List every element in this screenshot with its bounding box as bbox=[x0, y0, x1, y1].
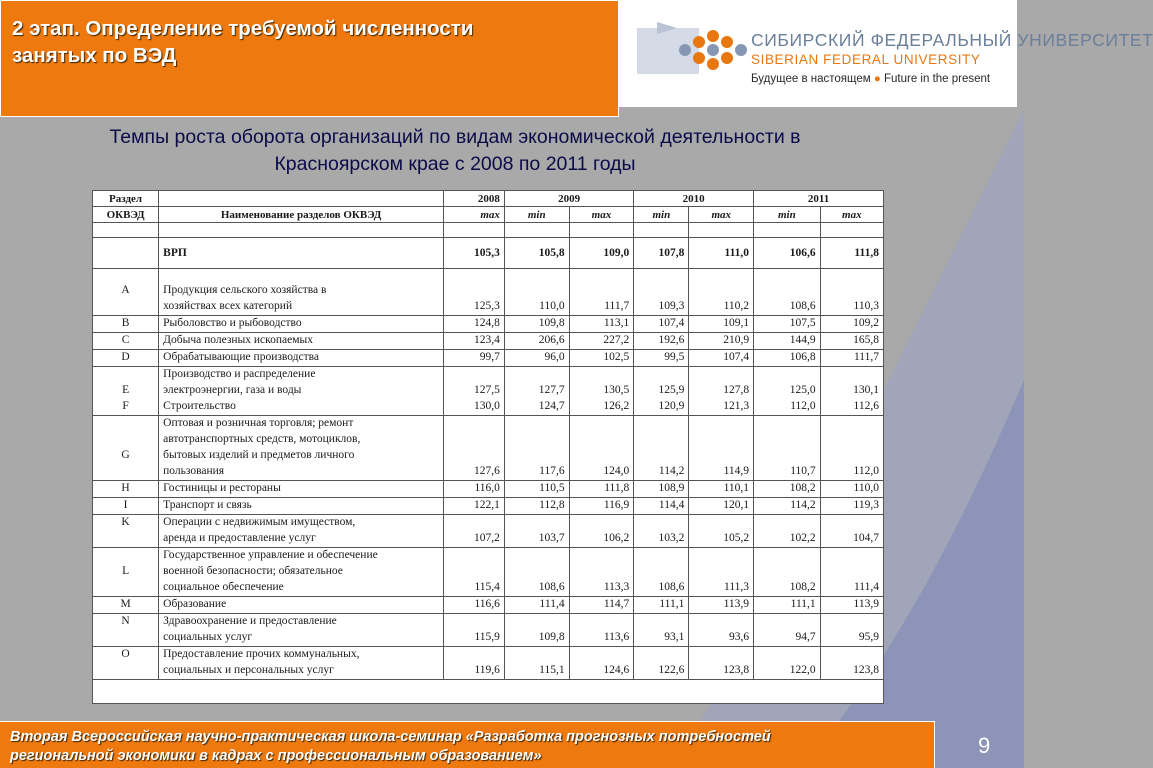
row-value: 125,9 bbox=[634, 383, 689, 399]
row-value: 127,6 bbox=[444, 464, 505, 481]
row-value: 124,6 bbox=[569, 663, 634, 680]
table-row bbox=[93, 630, 883, 647]
row-value bbox=[444, 548, 505, 565]
row-value: 112,6 bbox=[820, 399, 883, 416]
row-value: 111,4 bbox=[820, 580, 883, 597]
header-sub-max-2008: max bbox=[444, 207, 505, 223]
row-value bbox=[444, 564, 505, 580]
row-value bbox=[754, 367, 821, 384]
row-code bbox=[93, 367, 159, 384]
row-value bbox=[634, 367, 689, 384]
row-value bbox=[569, 416, 634, 433]
table-row bbox=[93, 548, 883, 565]
row-value bbox=[754, 448, 821, 464]
row-value: 112,8 bbox=[504, 498, 569, 515]
row-value bbox=[444, 416, 505, 433]
table-row bbox=[93, 515, 883, 532]
row-value: 126,2 bbox=[569, 399, 634, 416]
row-value: 113,1 bbox=[569, 316, 634, 333]
row-name: пользования bbox=[159, 464, 444, 481]
university-emblem-icon bbox=[637, 20, 749, 82]
row-value: 95,9 bbox=[820, 630, 883, 647]
row-value: 109,8 bbox=[504, 316, 569, 333]
row-value bbox=[820, 647, 883, 664]
row-value bbox=[634, 448, 689, 464]
row-value: 127,7 bbox=[504, 383, 569, 399]
row-name: Государственное управление и обеспечение bbox=[159, 548, 444, 565]
header-okved: ОКВЭД bbox=[93, 207, 159, 223]
row-value: 111,7 bbox=[569, 299, 634, 316]
table-row bbox=[93, 283, 883, 299]
header-sub-max-2009: max bbox=[569, 207, 634, 223]
row-code: G bbox=[121, 449, 130, 461]
row-value: 114,9 bbox=[689, 464, 754, 481]
row-code: O bbox=[121, 648, 130, 660]
row-value bbox=[689, 283, 754, 299]
row-value bbox=[754, 548, 821, 565]
row-value bbox=[569, 367, 634, 384]
growth-rate-table bbox=[93, 191, 883, 680]
row-name: Добыча полезных ископаемых bbox=[159, 333, 444, 350]
row-value bbox=[820, 432, 883, 448]
row-value: 119,3 bbox=[820, 498, 883, 515]
row-value bbox=[504, 448, 569, 464]
row-value: 96,0 bbox=[504, 350, 569, 367]
row-value bbox=[689, 432, 754, 448]
row-value bbox=[634, 647, 689, 664]
row-name: хозяйствах всех категорий bbox=[159, 299, 444, 316]
row-code: K bbox=[121, 516, 130, 528]
row-value: 99,5 bbox=[634, 350, 689, 367]
row-code: F bbox=[93, 399, 159, 416]
row-code: E bbox=[122, 384, 130, 396]
row-value: 125,3 bbox=[444, 299, 505, 316]
row-value: 116,9 bbox=[569, 498, 634, 515]
row-value: 122,6 bbox=[634, 663, 689, 680]
row-value bbox=[504, 367, 569, 384]
row-value: 108,6 bbox=[754, 299, 821, 316]
row-value: 109,3 bbox=[634, 299, 689, 316]
row-code bbox=[93, 580, 159, 597]
row-value: 109,1 bbox=[689, 316, 754, 333]
row-value bbox=[504, 564, 569, 580]
table-caption bbox=[30, 124, 880, 178]
bullet-dot-icon: ● bbox=[873, 73, 881, 85]
row-value: 111,1 bbox=[754, 597, 821, 614]
vrp-value: 109,0 bbox=[569, 238, 634, 269]
row-value bbox=[634, 416, 689, 433]
row-value: 120,1 bbox=[689, 498, 754, 515]
row-value bbox=[754, 416, 821, 433]
row-value: 130,5 bbox=[569, 383, 634, 399]
row-name: социальное обеспечение bbox=[159, 580, 444, 597]
row-value: 115,9 bbox=[444, 630, 505, 647]
table-row bbox=[93, 333, 883, 350]
row-value: 110,0 bbox=[504, 299, 569, 316]
vrp-value: 106,6 bbox=[754, 238, 821, 269]
table-row bbox=[93, 580, 883, 597]
row-value bbox=[754, 614, 821, 631]
footer-line2: региональной экономики в кадрах с профессиональным образованием» bbox=[10, 748, 542, 764]
row-code bbox=[93, 548, 159, 565]
row-value bbox=[754, 432, 821, 448]
row-value bbox=[444, 614, 505, 631]
row-name: социальных услуг bbox=[159, 630, 444, 647]
header-year-2010: 2010 bbox=[634, 191, 754, 207]
row-value: 111,1 bbox=[634, 597, 689, 614]
footer-banner bbox=[0, 721, 935, 768]
row-value bbox=[634, 564, 689, 580]
row-value bbox=[634, 548, 689, 565]
table-row bbox=[93, 383, 883, 399]
row-value bbox=[569, 548, 634, 565]
row-value: 113,9 bbox=[820, 597, 883, 614]
row-value: 93,6 bbox=[689, 630, 754, 647]
header-banner bbox=[0, 0, 619, 117]
row-value: 116,6 bbox=[444, 597, 505, 614]
row-value bbox=[689, 614, 754, 631]
row-value: 165,8 bbox=[820, 333, 883, 350]
row-value bbox=[820, 283, 883, 299]
row-value: 103,2 bbox=[634, 531, 689, 548]
row-value bbox=[754, 564, 821, 580]
table-row bbox=[93, 432, 883, 448]
row-code: A bbox=[121, 284, 130, 296]
row-value: 107,5 bbox=[754, 316, 821, 333]
row-name: Здравоохранение и предоставление bbox=[159, 614, 444, 631]
row-value: 144,9 bbox=[754, 333, 821, 350]
logo-slogan-ru: Будущее в настоящем bbox=[751, 73, 871, 85]
table-row bbox=[93, 531, 883, 548]
row-code: I bbox=[93, 498, 159, 515]
row-name: Оптовая и розничная торговля; ремонт bbox=[159, 416, 444, 433]
header-year-2011: 2011 bbox=[754, 191, 883, 207]
row-value: 119,6 bbox=[444, 663, 505, 680]
row-value bbox=[504, 283, 569, 299]
row-value: 110,7 bbox=[754, 464, 821, 481]
row-value bbox=[754, 647, 821, 664]
row-value: 111,3 bbox=[689, 580, 754, 597]
header-code: Раздел bbox=[93, 191, 159, 207]
row-value: 115,1 bbox=[504, 663, 569, 680]
row-code: H bbox=[93, 481, 159, 498]
row-value: 112,0 bbox=[820, 464, 883, 481]
row-value bbox=[634, 283, 689, 299]
header-sub-min-2009: min bbox=[504, 207, 569, 223]
row-value: 112,0 bbox=[754, 399, 821, 416]
vrp-value: 105,3 bbox=[444, 238, 505, 269]
row-code: L bbox=[122, 565, 130, 577]
row-value bbox=[569, 564, 634, 580]
row-value bbox=[820, 515, 883, 532]
row-name: электроэнергии, газа и воды bbox=[159, 383, 444, 399]
table-row bbox=[93, 481, 883, 498]
row-code: N bbox=[121, 615, 130, 627]
row-value bbox=[444, 647, 505, 664]
row-value bbox=[444, 448, 505, 464]
logo-name-ru: СИБИРСКИЙ ФЕДЕРАЛЬНЫЙ УНИВЕРСИТЕТ bbox=[751, 30, 1153, 50]
row-value: 107,2 bbox=[444, 531, 505, 548]
row-value: 117,6 bbox=[504, 464, 569, 481]
row-value: 99,7 bbox=[444, 350, 505, 367]
row-value: 115,4 bbox=[444, 580, 505, 597]
table-row bbox=[93, 416, 883, 433]
table-row bbox=[93, 597, 883, 614]
table-row bbox=[93, 299, 883, 316]
vrp-value: 111,8 bbox=[820, 238, 883, 269]
row-value: 110,3 bbox=[820, 299, 883, 316]
header-year-2008: 2008 bbox=[444, 191, 505, 207]
row-name: социальных и персональных услуг bbox=[159, 663, 444, 680]
row-value: 116,0 bbox=[444, 481, 505, 498]
table-row bbox=[93, 647, 883, 664]
slide-title bbox=[12, 15, 612, 69]
row-value: 127,8 bbox=[689, 383, 754, 399]
table-row bbox=[93, 399, 883, 416]
row-name: Транспорт и связь bbox=[159, 498, 444, 515]
header-sub-max-2010: max bbox=[689, 207, 754, 223]
row-value: 104,7 bbox=[820, 531, 883, 548]
row-code bbox=[93, 299, 159, 316]
vrp-label: ВРП bbox=[159, 238, 444, 269]
table-row bbox=[93, 498, 883, 515]
row-code bbox=[93, 416, 159, 433]
row-value: 107,4 bbox=[634, 316, 689, 333]
row-value: 124,7 bbox=[504, 399, 569, 416]
table-row bbox=[93, 316, 883, 333]
row-value: 108,2 bbox=[754, 481, 821, 498]
row-value bbox=[569, 448, 634, 464]
vrp-value: 105,8 bbox=[504, 238, 569, 269]
row-name: Предоставление прочих коммунальных, bbox=[159, 647, 444, 664]
vrp-value: 111,0 bbox=[689, 238, 754, 269]
row-value: 110,2 bbox=[689, 299, 754, 316]
row-code bbox=[93, 663, 159, 680]
table-spacer-row bbox=[93, 223, 883, 238]
table-row bbox=[93, 464, 883, 481]
row-value bbox=[444, 515, 505, 532]
row-value: 123,8 bbox=[820, 663, 883, 680]
row-value: 94,7 bbox=[754, 630, 821, 647]
header-year-2009: 2009 bbox=[504, 191, 633, 207]
row-value bbox=[634, 515, 689, 532]
row-value: 111,8 bbox=[569, 481, 634, 498]
footer-line1: Вторая Всероссийская научно-практическая школа-семинар «Разработка прогнозных потребностей bbox=[10, 729, 771, 745]
row-value: 108,6 bbox=[634, 580, 689, 597]
row-value bbox=[820, 548, 883, 565]
slide-number: 9 bbox=[978, 733, 991, 758]
row-value: 121,3 bbox=[689, 399, 754, 416]
row-name: автотранспортных средств, мотоциклов, bbox=[159, 432, 444, 448]
row-value: 124,0 bbox=[569, 464, 634, 481]
row-value: 127,5 bbox=[444, 383, 505, 399]
table-row bbox=[93, 367, 883, 384]
row-value bbox=[689, 367, 754, 384]
row-value: 111,7 bbox=[820, 350, 883, 367]
header-section-name: Наименование разделов ОКВЭД bbox=[159, 207, 444, 223]
header-sub-max-2011: max bbox=[820, 207, 883, 223]
row-value: 227,2 bbox=[569, 333, 634, 350]
row-value: 102,5 bbox=[569, 350, 634, 367]
row-value bbox=[820, 367, 883, 384]
row-value: 102,2 bbox=[754, 531, 821, 548]
row-name: Операции с недвижимым имуществом, bbox=[159, 515, 444, 532]
table-caption-line1: Темпы роста оборота организаций по видам экономической деятельности в bbox=[109, 126, 801, 148]
university-logo bbox=[619, 0, 1153, 107]
row-value bbox=[504, 416, 569, 433]
row-value: 106,2 bbox=[569, 531, 634, 548]
row-value bbox=[634, 614, 689, 631]
row-value: 210,9 bbox=[689, 333, 754, 350]
vrp-value: 107,8 bbox=[634, 238, 689, 269]
row-value bbox=[820, 448, 883, 464]
row-value: 111,4 bbox=[504, 597, 569, 614]
table-row bbox=[93, 614, 883, 631]
table-row bbox=[93, 350, 883, 367]
row-value: 206,6 bbox=[504, 333, 569, 350]
slide-title-line1: 2 этап. Определение требуемой численности bbox=[12, 17, 474, 40]
row-value: 192,6 bbox=[634, 333, 689, 350]
row-value: 130,1 bbox=[820, 383, 883, 399]
row-value: 110,0 bbox=[820, 481, 883, 498]
row-code bbox=[93, 630, 159, 647]
row-value bbox=[820, 614, 883, 631]
row-value bbox=[820, 416, 883, 433]
table-row bbox=[93, 564, 883, 580]
row-value: 123,4 bbox=[444, 333, 505, 350]
row-value: 106,8 bbox=[754, 350, 821, 367]
table-row bbox=[93, 448, 883, 464]
row-value bbox=[504, 647, 569, 664]
row-code bbox=[93, 531, 159, 548]
row-value: 114,7 bbox=[569, 597, 634, 614]
row-value bbox=[820, 564, 883, 580]
row-name: аренда и предоставление услуг bbox=[159, 531, 444, 548]
row-value bbox=[504, 432, 569, 448]
row-code: M bbox=[93, 597, 159, 614]
row-value: 114,2 bbox=[634, 464, 689, 481]
row-name: Обрабатывающие производства bbox=[159, 350, 444, 367]
header-sub-min-2011: min bbox=[754, 207, 821, 223]
row-code bbox=[93, 464, 159, 481]
row-value: 108,6 bbox=[504, 580, 569, 597]
row-value: 113,6 bbox=[569, 630, 634, 647]
row-name: Продукция сельского хозяйства в bbox=[159, 283, 444, 299]
header-sub-min-2010: min bbox=[634, 207, 689, 223]
row-value: 108,9 bbox=[634, 481, 689, 498]
row-value: 114,4 bbox=[634, 498, 689, 515]
logo-slogan-en: Future in the present bbox=[884, 73, 991, 85]
row-value bbox=[689, 448, 754, 464]
row-code: D bbox=[93, 350, 159, 367]
row-code: B bbox=[93, 316, 159, 333]
row-value bbox=[754, 515, 821, 532]
row-name: Рыболовство и рыбоводство bbox=[159, 316, 444, 333]
row-value: 120,9 bbox=[634, 399, 689, 416]
row-value bbox=[504, 614, 569, 631]
table-row bbox=[93, 663, 883, 680]
row-value: 113,9 bbox=[689, 597, 754, 614]
row-value: 108,2 bbox=[754, 580, 821, 597]
row-name: Образование bbox=[159, 597, 444, 614]
table-caption-line2: Красноярском крае с 2008 по 2011 годы bbox=[274, 153, 636, 175]
table-spacer-row bbox=[93, 269, 883, 284]
row-value bbox=[569, 283, 634, 299]
row-value bbox=[569, 614, 634, 631]
row-value: 109,8 bbox=[504, 630, 569, 647]
row-value: 103,7 bbox=[504, 531, 569, 548]
row-value bbox=[504, 515, 569, 532]
row-code: C bbox=[93, 333, 159, 350]
row-code bbox=[93, 432, 159, 448]
row-value: 123,8 bbox=[689, 663, 754, 680]
row-value bbox=[444, 432, 505, 448]
row-value bbox=[689, 548, 754, 565]
slide-title-line2: занятых по ВЭД bbox=[12, 44, 177, 67]
row-value: 124,8 bbox=[444, 316, 505, 333]
row-value: 113,3 bbox=[569, 580, 634, 597]
row-value bbox=[689, 564, 754, 580]
table-header-row-sub bbox=[93, 207, 883, 223]
row-value: 125,0 bbox=[754, 383, 821, 399]
row-value: 130,0 bbox=[444, 399, 505, 416]
table-row-vrp bbox=[93, 238, 883, 269]
row-value bbox=[569, 515, 634, 532]
row-value: 109,2 bbox=[820, 316, 883, 333]
row-name: Гостиницы и рестораны bbox=[159, 481, 444, 498]
logo-slogan bbox=[751, 73, 990, 85]
row-value: 114,2 bbox=[754, 498, 821, 515]
row-value bbox=[569, 432, 634, 448]
header-name-blank bbox=[159, 191, 444, 207]
row-name: Производство и распределение bbox=[159, 367, 444, 384]
table-header-row-years bbox=[93, 191, 883, 207]
row-value bbox=[569, 647, 634, 664]
row-value bbox=[504, 548, 569, 565]
row-value bbox=[689, 647, 754, 664]
row-value bbox=[689, 416, 754, 433]
row-value: 107,4 bbox=[689, 350, 754, 367]
row-value: 122,0 bbox=[754, 663, 821, 680]
logo-name-en: SIBERIAN FEDERAL UNIVERSITY bbox=[751, 52, 981, 67]
row-value: 110,1 bbox=[689, 481, 754, 498]
row-name: бытовых изделий и предметов личного bbox=[159, 448, 444, 464]
row-value bbox=[444, 283, 505, 299]
row-value bbox=[634, 432, 689, 448]
row-value: 105,2 bbox=[689, 531, 754, 548]
row-value: 110,5 bbox=[504, 481, 569, 498]
row-name: военной безопасности; обязательное bbox=[159, 564, 444, 580]
row-value bbox=[754, 283, 821, 299]
row-name: Строительство bbox=[159, 399, 444, 416]
row-value bbox=[444, 367, 505, 384]
growth-table-container bbox=[92, 190, 884, 704]
row-value bbox=[689, 515, 754, 532]
footer-event-title bbox=[10, 728, 925, 766]
row-value: 122,1 bbox=[444, 498, 505, 515]
row-value: 93,1 bbox=[634, 630, 689, 647]
